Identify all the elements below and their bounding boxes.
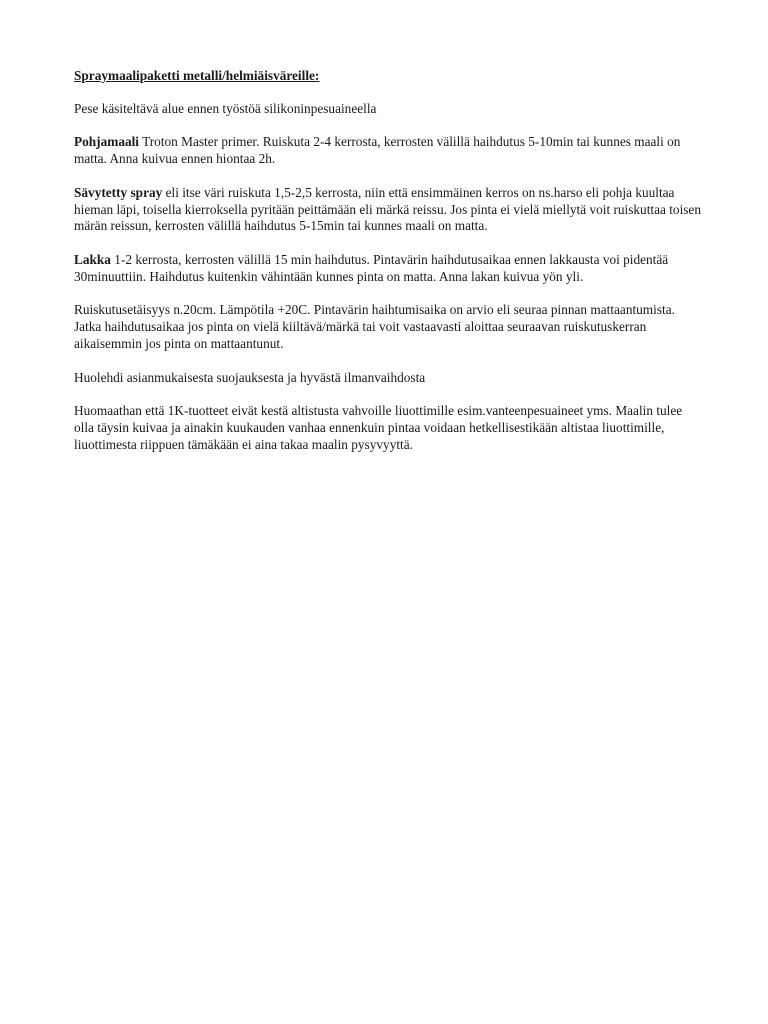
primer-text: Troton Master primer. Ruiskuta 2-4 kerrosta, kerrosten välillä haihdutus 5-10min tai kunnes maali on matta. Anna kuivua ennen hiontaa 2h. <box>74 134 681 167</box>
lacquer-text: 1-2 kerrosta, kerrosten välillä 15 min haihdutus. Pintavärin haihdutusaikaa ennen lakkausta voi pidentää 30minuuttiin. Haihdutus kuitenkin vähintään kunnes pinta on matta. Anna lakan kuivua yön yli. <box>74 251 669 284</box>
paragraph-ventilation: Huolehdi asianmukaisesta suojauksesta ja hyvästä ilmanvaihdosta <box>74 369 426 385</box>
paragraph-tinted-spray <box>74 185 704 235</box>
document-title: Spraymaalipaketti metalli/helmiäisväreille: <box>74 68 320 83</box>
lacquer-heading: Lakka <box>74 251 111 267</box>
paragraph-spray-distance: Ruiskutusetäisyys n.20cm. Lämpötila +20C. Pintavärin haihtumisaika on arvio eli seuraa pinnan mattaantumista. Jatka haihdutusaikaa jos pinta on vielä kiiltävä/märkä tai voit vastaavasti aloittaa seuraavan ruiskutuskerran aikaisemmin jos pinta on mattaantunut. <box>74 302 675 351</box>
paragraph-cleaning: Pese käsiteltävä alue ennen työstöä silikoninpesuaineella <box>74 100 377 116</box>
paragraph-solvent-warning: Huomaathan että 1K-tuotteet eivät kestä altistusta vahvoille liuottimille esim.vanteenpesuaineet yms. Maalin tulee olla täysin kuivaa ja ainakin kuukauden vanhaa ennenkuin pintaa voidaan hetkellisestikään altistaa liuottimille, liuottimesta riippuen tämäkään ei aina takaa maalin pysyvyyttä. <box>74 403 683 452</box>
paragraph-lacquer <box>74 252 704 286</box>
document-page <box>74 68 704 470</box>
paragraph-primer <box>74 134 704 168</box>
primer-heading: Pohjamaali <box>74 134 140 150</box>
tinted-spray-heading: Sävytetty spray <box>74 184 163 200</box>
tinted-spray-text: eli itse väri ruiskuta 1,5-2,5 kerrosta, niin että ensimmäinen kerros on ns.harso eli pohja kuultaa hieman läpi, toisella kierroksella pyritään peittämään eli märkä reissu. Jos pinta ei vielä miellytä voit ruiskuttaa toisen märän reissun, kerrosten välillä haihdutus 5-15min tai kunnes maali on matta. <box>74 184 701 234</box>
